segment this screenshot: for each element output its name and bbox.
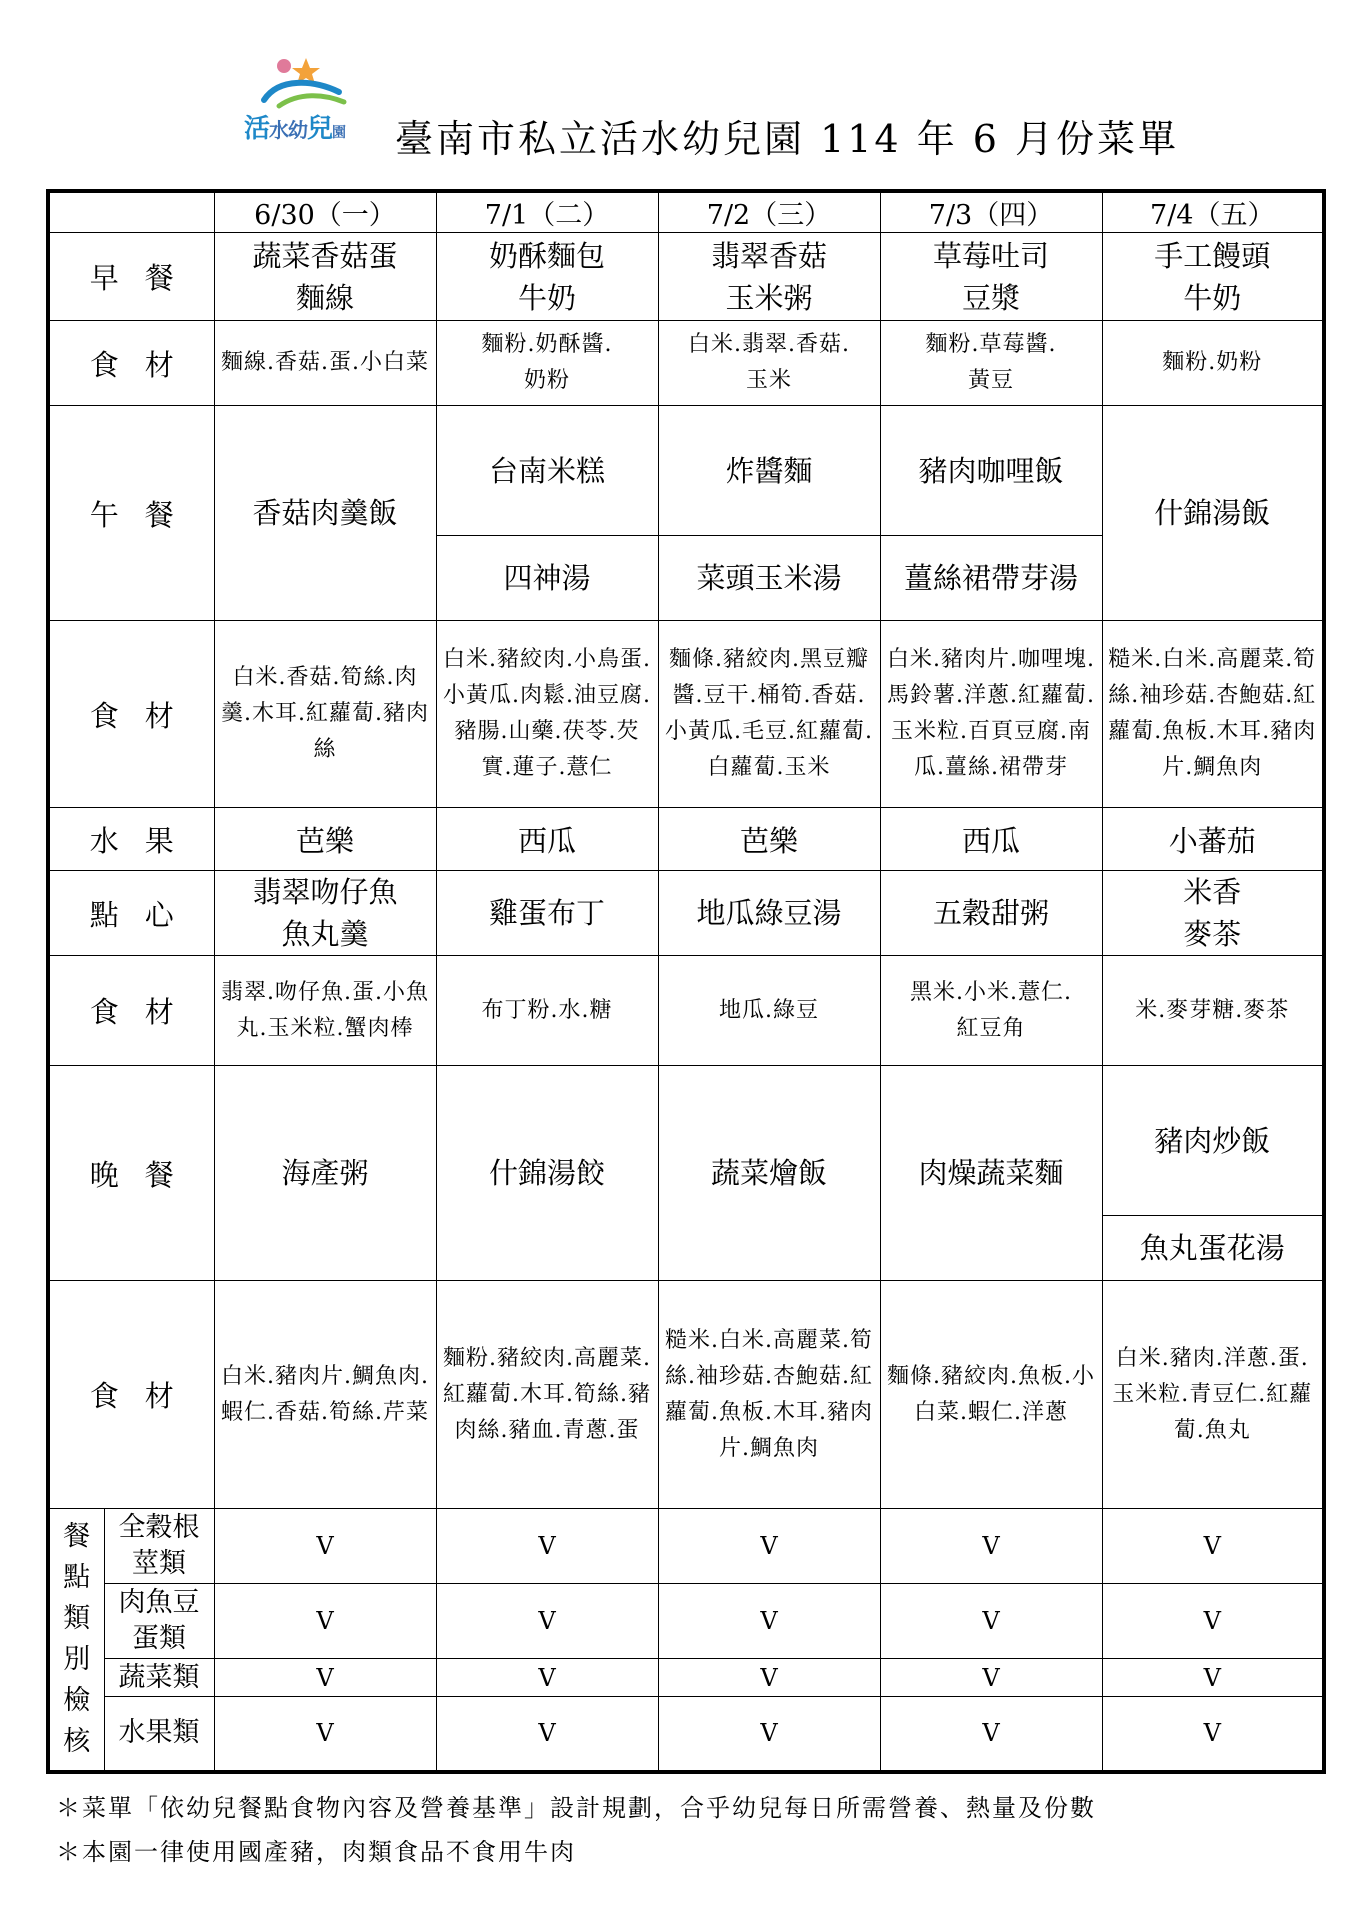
ingredients-cell: 白米.豬肉片.咖哩塊.馬鈴薯.洋蔥.紅蘿蔔.玉米粒.百頁豆腐.南瓜.薑絲.裙帶芽: [880, 621, 1102, 808]
check-mark: V: [1102, 1584, 1324, 1659]
page-header: [0, 40, 1358, 170]
check-mark: V: [1102, 1509, 1324, 1584]
snack-ingredients-row: [48, 956, 1324, 1066]
lunch-row: [48, 406, 1324, 536]
ingredients-cell: 白米.翡翠.香菇. 玉米: [658, 321, 880, 406]
fruit-label: 水果: [48, 808, 214, 871]
check-mark: V: [214, 1659, 436, 1697]
ingredients-cell: 白米.豬肉.洋蔥.蛋.玉米粒.青豆仁.紅蘿蔔.魚丸: [1102, 1281, 1324, 1509]
footer-note-pork: ＊本園一律使用國產豬，肉類食品不食用牛肉: [56, 1838, 576, 1866]
snack-cell: 地瓜綠豆湯: [658, 871, 880, 956]
snack-row: [48, 871, 1324, 956]
dinner-dish: 海產粥: [214, 1066, 436, 1281]
check-mark: V: [436, 1509, 658, 1584]
check-mark: V: [436, 1659, 658, 1697]
dinner-label: 晚餐: [48, 1066, 214, 1281]
ingredients-label: 食材: [48, 1281, 214, 1509]
breakfast-label: 早餐: [48, 233, 214, 321]
logo-wave-icon: [244, 52, 384, 112]
ingredients-cell: 米.麥芽糖.麥茶: [1102, 956, 1324, 1066]
check-mark: V: [1102, 1697, 1324, 1772]
fruit-row: [48, 808, 1324, 871]
dinner-dish: 肉燥蔬菜麵: [880, 1066, 1102, 1281]
lunch-dish: 炸醬麵: [658, 406, 880, 536]
dinner-dish: 蔬菜燴飯: [658, 1066, 880, 1281]
ingredients-cell: 白米.豬肉片.鯛魚肉.蝦仁.香菇.筍絲.芹菜: [214, 1281, 436, 1509]
check-mark: V: [436, 1697, 658, 1772]
dinner-dish: 什錦湯餃: [436, 1066, 658, 1281]
breakfast-dish: 手工饅頭 牛奶: [1102, 233, 1324, 321]
ingredients-cell: 麵條.豬絞肉.魚板.小白菜.蝦仁.洋蔥: [880, 1281, 1102, 1509]
breakfast-dish: 草莓吐司 豆漿: [880, 233, 1102, 321]
snack-cell: 五穀甜粥: [880, 871, 1102, 956]
ingredients-cell: 白米.豬絞肉.小鳥蛋.小黃瓜.肉鬆.油豆腐.豬腸.山藥.茯苓.芡實.蓮子.薏仁: [436, 621, 658, 808]
lunch-dish: 香菇肉羹飯: [214, 406, 436, 621]
snack-cell: 雞蛋布丁: [436, 871, 658, 956]
fruit-cell: 西瓜: [436, 808, 658, 871]
check-row: [48, 1697, 1324, 1772]
check-mark: V: [880, 1659, 1102, 1697]
check-category: 全穀根 莖類: [104, 1509, 214, 1584]
page-title: 臺南市私立活水幼兒園 114 年 6 月份菜單: [395, 117, 1180, 161]
snack-label: 點心: [48, 871, 214, 956]
fruit-cell: 芭樂: [214, 808, 436, 871]
ingredients-cell: 布丁粉.水.糖: [436, 956, 658, 1066]
check-group-label: 餐點類別檢核: [48, 1509, 104, 1772]
check-category: 肉魚豆 蛋類: [104, 1584, 214, 1659]
lunch-ingredients-row: [48, 621, 1324, 808]
fruit-cell: 小蕃茄: [1102, 808, 1324, 871]
day-header: 7/1（二）: [436, 191, 658, 233]
check-mark: V: [658, 1697, 880, 1772]
logo-text: 活水幼兒園: [244, 114, 346, 144]
lunch-soup: 菜頭玉米湯: [658, 536, 880, 621]
day-header: 7/2（三）: [658, 191, 880, 233]
check-category: 蔬菜類: [104, 1659, 214, 1697]
check-mark: V: [880, 1584, 1102, 1659]
day-header: 6/30（一）: [214, 191, 436, 233]
ingredients-label: 食材: [48, 956, 214, 1066]
lunch-soup: 四神湯: [436, 536, 658, 621]
ingredients-cell: 黑米.小米.薏仁. 紅豆角: [880, 956, 1102, 1066]
ingredients-cell: 白米.香菇.筍絲.肉羹.木耳.紅蘿蔔.豬肉絲: [214, 621, 436, 808]
ingredients-cell: 麵線.香菇.蛋.小白菜: [214, 321, 436, 406]
lunch-dish: 豬肉咖哩飯: [880, 406, 1102, 536]
check-row: [48, 1659, 1324, 1697]
check-row: [48, 1584, 1324, 1659]
day-header: 7/4（五）: [1102, 191, 1324, 233]
check-mark: V: [880, 1697, 1102, 1772]
snack-cell: 翡翠吻仔魚 魚丸羹: [214, 871, 436, 956]
check-mark: V: [880, 1509, 1102, 1584]
ingredients-cell: 糙米.白米.高麗菜.筍絲.袖珍菇.杏鮑菇.紅蘿蔔.魚板.木耳.豬肉片.鯛魚肉: [658, 1281, 880, 1509]
lunch-label: 午餐: [48, 406, 214, 621]
breakfast-dish: 翡翠香菇 玉米粥: [658, 233, 880, 321]
check-mark: V: [658, 1659, 880, 1697]
ingredients-cell: 麵條.豬絞肉.黑豆瓣醬.豆干.桶筍.香菇.小黃瓜.毛豆.紅蘿蔔.白蘿蔔.玉米: [658, 621, 880, 808]
corner-cell: [48, 191, 214, 233]
breakfast-ingredients-row: [48, 321, 1324, 406]
day-header-row: [48, 191, 1324, 233]
breakfast-row: [48, 233, 1324, 321]
check-mark: V: [214, 1584, 436, 1659]
footer-note-nutrition: ＊菜單「依幼兒餐點食物內容及營養基準」設計規劃，合乎幼兒每日所需營養、熱量及份數: [56, 1794, 1096, 1822]
check-mark: V: [436, 1584, 658, 1659]
school-logo: [244, 52, 384, 152]
check-category: 水果類: [104, 1697, 214, 1772]
ingredients-cell: 糙米.白米.高麗菜.筍絲.袖珍菇.杏鮑菇.紅蘿蔔.魚板.木耳.豬肉片.鯛魚肉: [1102, 621, 1324, 808]
ingredients-cell: 麵粉.奶粉: [1102, 321, 1324, 406]
ingredients-cell: 麵粉.草莓醬. 黃豆: [880, 321, 1102, 406]
day-header: 7/3（四）: [880, 191, 1102, 233]
lunch-dish: 什錦湯飯: [1102, 406, 1324, 621]
dinner-row: [48, 1066, 1324, 1216]
dinner-soup: 魚丸蛋花湯: [1102, 1216, 1324, 1281]
ingredients-cell: 麵粉.奶酥醬. 奶粉: [436, 321, 658, 406]
dinner-ingredients-row: [48, 1281, 1324, 1509]
ingredients-cell: 翡翠.吻仔魚.蛋.小魚丸.玉米粒.蟹肉棒: [214, 956, 436, 1066]
ingredients-label: 食材: [48, 321, 214, 406]
check-mark: V: [658, 1509, 880, 1584]
ingredients-label: 食材: [48, 621, 214, 808]
check-mark: V: [214, 1509, 436, 1584]
dinner-dish: 豬肉炒飯: [1102, 1066, 1324, 1216]
check-mark: V: [214, 1697, 436, 1772]
lunch-dish: 台南米糕: [436, 406, 658, 536]
fruit-cell: 西瓜: [880, 808, 1102, 871]
menu-table: [46, 189, 1326, 1774]
check-mark: V: [658, 1584, 880, 1659]
snack-cell: 米香 麥茶: [1102, 871, 1324, 956]
check-row: [48, 1509, 1324, 1584]
breakfast-dish: 奶酥麵包 牛奶: [436, 233, 658, 321]
fruit-cell: 芭樂: [658, 808, 880, 871]
ingredients-cell: 麵粉.豬絞肉.高麗菜.紅蘿蔔.木耳.筍絲.豬肉絲.豬血.青蔥.蛋: [436, 1281, 658, 1509]
ingredients-cell: 地瓜.綠豆: [658, 956, 880, 1066]
breakfast-dish: 蔬菜香菇蛋 麵線: [214, 233, 436, 321]
check-mark: V: [1102, 1659, 1324, 1697]
lunch-soup: 薑絲裙帶芽湯: [880, 536, 1102, 621]
